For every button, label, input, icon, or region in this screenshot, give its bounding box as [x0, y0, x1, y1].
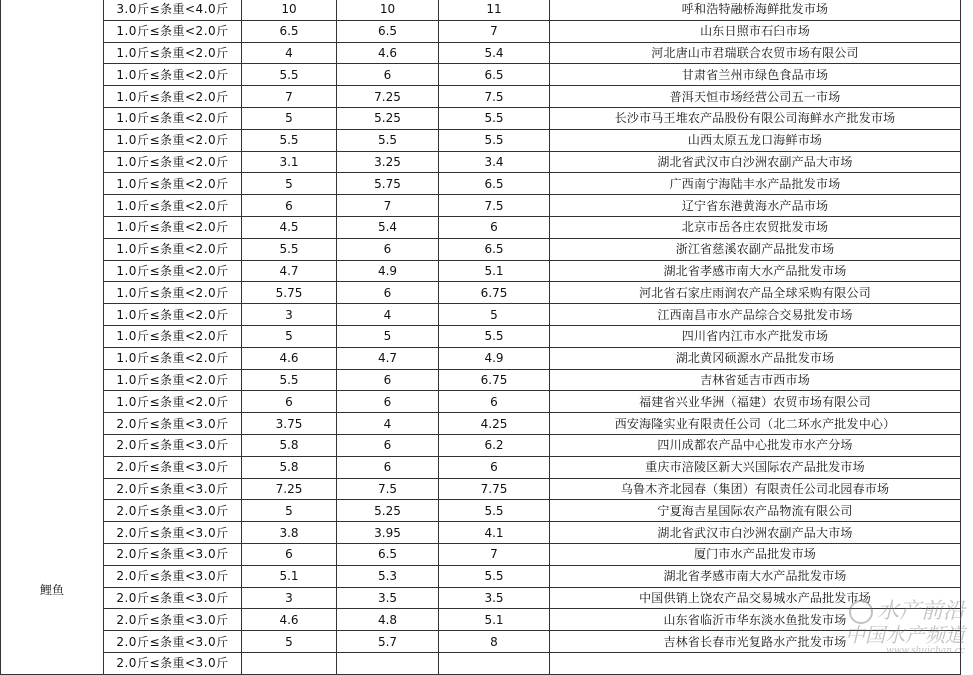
spec-cell: 1.0斤≤条重<2.0斤: [104, 42, 242, 64]
low-price-cell: 5: [242, 173, 337, 195]
avg-price-cell: 6.5: [439, 173, 550, 195]
low-price-cell: 3.8: [242, 522, 337, 544]
market-cell: 湖北省孝感市南大水产品批发市场: [550, 565, 961, 587]
market-cell: 四川省内江市水产批发市场: [550, 325, 961, 347]
market-cell: 四川成都农产品中心批发市水产分场: [550, 434, 961, 456]
table-row: [1, 369, 961, 391]
low-price-cell: 4.6: [242, 609, 337, 631]
avg-price-cell: 8: [439, 631, 550, 653]
high-price-cell: 6: [337, 434, 439, 456]
spec-cell: 1.0斤≤条重<2.0斤: [104, 391, 242, 413]
market-cell: 广西南宁海陆丰水产品批发市场: [550, 173, 961, 195]
market-cell: 普洱天恒市场经营公司五一市场: [550, 86, 961, 108]
high-price-cell: 6: [337, 282, 439, 304]
high-price-cell: 6: [337, 238, 439, 260]
market-cell: 江西南昌市水产品综合交易批发市场: [550, 304, 961, 326]
table-row: [1, 195, 961, 217]
table-row: [1, 260, 961, 282]
spec-cell: 1.0斤≤条重<2.0斤: [104, 282, 242, 304]
spec-cell: 1.0斤≤条重<2.0斤: [104, 369, 242, 391]
low-price-cell: 4.6: [242, 347, 337, 369]
table-row: [1, 129, 961, 151]
table-row: [1, 456, 961, 478]
table-row: [1, 434, 961, 456]
low-price-cell: [242, 652, 337, 674]
high-price-cell: 5.75: [337, 173, 439, 195]
high-price-cell: [337, 652, 439, 674]
spec-cell: 1.0斤≤条重<2.0斤: [104, 86, 242, 108]
high-price-cell: 5.25: [337, 500, 439, 522]
spec-cell: 2.0斤≤条重<3.0斤: [104, 500, 242, 522]
spec-cell: 2.0斤≤条重<3.0斤: [104, 434, 242, 456]
high-price-cell: 6: [337, 369, 439, 391]
market-cell: 湖北省武汉市白沙洲农副产品大市场: [550, 151, 961, 173]
table-row: [1, 652, 961, 674]
avg-price-cell: 6.5: [439, 64, 550, 86]
spec-cell: 1.0斤≤条重<2.0斤: [104, 151, 242, 173]
low-price-cell: 10: [242, 0, 337, 20]
avg-price-cell: 7.5: [439, 195, 550, 217]
market-cell: 中国供销上饶农产品交易城水产品批发市场: [550, 587, 961, 609]
table-row: [1, 413, 961, 435]
market-cell: [550, 652, 961, 674]
avg-price-cell: 6: [439, 391, 550, 413]
avg-price-cell: 6.2: [439, 434, 550, 456]
low-price-cell: 5: [242, 107, 337, 129]
high-price-cell: 5: [337, 325, 439, 347]
avg-price-cell: 5.5: [439, 565, 550, 587]
avg-price-cell: 7: [439, 20, 550, 42]
avg-price-cell: 3.4: [439, 151, 550, 173]
table-row: [1, 151, 961, 173]
table-row: [1, 107, 961, 129]
table-row: [1, 0, 961, 20]
market-cell: 浙江省慈溪农副产品批发市场: [550, 238, 961, 260]
spec-cell: 1.0斤≤条重<2.0斤: [104, 216, 242, 238]
high-price-cell: 5.5: [337, 129, 439, 151]
spec-cell: 2.0斤≤条重<3.0斤: [104, 609, 242, 631]
market-cell: 吉林省长春市光复路水产批发市场: [550, 631, 961, 653]
low-price-cell: 3.1: [242, 151, 337, 173]
avg-price-cell: 6.5: [439, 238, 550, 260]
spec-cell: 2.0斤≤条重<3.0斤: [104, 631, 242, 653]
market-cell: 吉林省延吉市西市场: [550, 369, 961, 391]
high-price-cell: 4.8: [337, 609, 439, 631]
spec-cell: 2.0斤≤条重<3.0斤: [104, 413, 242, 435]
spec-cell: 1.0斤≤条重<2.0斤: [104, 195, 242, 217]
high-price-cell: 6.5: [337, 20, 439, 42]
market-cell: 呼和浩特融桥海鲜批发市场: [550, 0, 961, 20]
watermark-line1: 水产前沿: [876, 599, 965, 624]
low-price-cell: 5.5: [242, 238, 337, 260]
spec-cell: 1.0斤≤条重<2.0斤: [104, 64, 242, 86]
market-cell: 湖北省孝感市南大水产品批发市场: [550, 260, 961, 282]
avg-price-cell: 5.5: [439, 129, 550, 151]
table-row: [1, 543, 961, 565]
spec-cell: 1.0斤≤条重<2.0斤: [104, 173, 242, 195]
low-price-cell: 3: [242, 304, 337, 326]
low-price-cell: 5.8: [242, 434, 337, 456]
low-price-cell: 5: [242, 325, 337, 347]
high-price-cell: 4.6: [337, 42, 439, 64]
high-price-cell: 7.5: [337, 478, 439, 500]
table-row: [1, 64, 961, 86]
high-price-cell: 6: [337, 456, 439, 478]
table-row: [1, 391, 961, 413]
watermark-line2: 中国水产频道: [845, 623, 965, 647]
avg-price-cell: 5.1: [439, 260, 550, 282]
high-price-cell: 4: [337, 304, 439, 326]
avg-price-cell: 11: [439, 0, 550, 20]
table-row: [1, 500, 961, 522]
high-price-cell: 4.9: [337, 260, 439, 282]
spec-cell: 2.0斤≤条重<3.0斤: [104, 587, 242, 609]
low-price-cell: 3: [242, 587, 337, 609]
table-row: [1, 565, 961, 587]
market-cell: 辽宁省东港黄海水产品市场: [550, 195, 961, 217]
spec-cell: 1.0斤≤条重<2.0斤: [104, 107, 242, 129]
low-price-cell: 6: [242, 391, 337, 413]
high-price-cell: 3.5: [337, 587, 439, 609]
avg-price-cell: 6: [439, 216, 550, 238]
table-row: [1, 42, 961, 64]
spec-cell: 1.0斤≤条重<2.0斤: [104, 260, 242, 282]
market-cell: 甘肃省兰州市绿色食品市场: [550, 64, 961, 86]
market-cell: 北京市岳各庄农贸批发市场: [550, 216, 961, 238]
table-row: [1, 522, 961, 544]
avg-price-cell: 6.75: [439, 282, 550, 304]
avg-price-cell: 5.5: [439, 107, 550, 129]
high-price-cell: 6: [337, 391, 439, 413]
spec-cell: 2.0斤≤条重<3.0斤: [104, 478, 242, 500]
high-price-cell: 5.7: [337, 631, 439, 653]
high-price-cell: 6.5: [337, 543, 439, 565]
table-row: [1, 478, 961, 500]
market-cell: 河北唐山市君瑞联合农贸市场有限公司: [550, 42, 961, 64]
avg-price-cell: 7.5: [439, 86, 550, 108]
spec-cell: 2.0斤≤条重<3.0斤: [104, 565, 242, 587]
spec-cell: 1.0斤≤条重<2.0斤: [104, 325, 242, 347]
avg-price-cell: 4.25: [439, 413, 550, 435]
high-price-cell: 5.25: [337, 107, 439, 129]
low-price-cell: 5.5: [242, 64, 337, 86]
high-price-cell: 4: [337, 413, 439, 435]
watermark-line3: www.shuichan.cc: [886, 646, 965, 656]
market-cell: 湖北省武汉市白沙洲农副产品大市场: [550, 522, 961, 544]
species-cell: 鲤鱼: [1, 0, 104, 674]
low-price-cell: 4: [242, 42, 337, 64]
low-price-cell: 4.5: [242, 216, 337, 238]
low-price-cell: 5.5: [242, 129, 337, 151]
table-row: [1, 325, 961, 347]
market-cell: 福建省兴业华洲（福建）农贸市场有限公司: [550, 391, 961, 413]
low-price-cell: 7.25: [242, 478, 337, 500]
high-price-cell: 3.95: [337, 522, 439, 544]
market-cell: 山西太原五龙口海鲜市场: [550, 129, 961, 151]
low-price-cell: 5: [242, 631, 337, 653]
high-price-cell: 6: [337, 64, 439, 86]
table-row: [1, 86, 961, 108]
market-cell: 长沙市马王堆农产品股份有限公司海鲜水产批发市场: [550, 107, 961, 129]
high-price-cell: 10: [337, 0, 439, 20]
avg-price-cell: [439, 652, 550, 674]
avg-price-cell: 7: [439, 543, 550, 565]
spec-cell: 2.0斤≤条重<3.0斤: [104, 543, 242, 565]
low-price-cell: 5: [242, 500, 337, 522]
high-price-cell: 3.25: [337, 151, 439, 173]
low-price-cell: 5.5: [242, 369, 337, 391]
table-row: [1, 587, 961, 609]
avg-price-cell: 4.1: [439, 522, 550, 544]
avg-price-cell: 7.75: [439, 478, 550, 500]
low-price-cell: 5.1: [242, 565, 337, 587]
low-price-cell: 4.7: [242, 260, 337, 282]
high-price-cell: 5.4: [337, 216, 439, 238]
high-price-cell: 5.3: [337, 565, 439, 587]
table-row: [1, 631, 961, 653]
spec-cell: 2.0斤≤条重<3.0斤: [104, 522, 242, 544]
market-cell: 宁夏海吉星国际农产品物流有限公司: [550, 500, 961, 522]
market-cell: 湖北黄冈硕源水产品批发市场: [550, 347, 961, 369]
spec-cell: 1.0斤≤条重<2.0斤: [104, 238, 242, 260]
spec-cell: 3.0斤≤条重<4.0斤: [104, 0, 242, 20]
avg-price-cell: 3.5: [439, 587, 550, 609]
avg-price-cell: 5.4: [439, 42, 550, 64]
table-row: [1, 173, 961, 195]
low-price-cell: 5.75: [242, 282, 337, 304]
low-price-cell: 6: [242, 543, 337, 565]
spec-cell: 1.0斤≤条重<2.0斤: [104, 304, 242, 326]
market-cell: 西安海隆实业有限责任公司（北二环水产批发中心）: [550, 413, 961, 435]
avg-price-cell: 5.1: [439, 609, 550, 631]
table-row: [1, 20, 961, 42]
spec-cell: 1.0斤≤条重<2.0斤: [104, 129, 242, 151]
market-cell: 山东省临沂市华东淡水鱼批发市场: [550, 609, 961, 631]
spec-cell: 1.0斤≤条重<2.0斤: [104, 347, 242, 369]
market-cell: 厦门市水产品批发市场: [550, 543, 961, 565]
avg-price-cell: 6.75: [439, 369, 550, 391]
low-price-cell: 6: [242, 195, 337, 217]
spec-cell: 2.0斤≤条重<3.0斤: [104, 456, 242, 478]
table-row: [1, 347, 961, 369]
table-row: [1, 609, 961, 631]
low-price-cell: 3.75: [242, 413, 337, 435]
avg-price-cell: 4.9: [439, 347, 550, 369]
table-row: [1, 304, 961, 326]
price-table-body: [1, 0, 961, 674]
spec-cell: 2.0斤≤条重<3.0斤: [104, 652, 242, 674]
high-price-cell: 4.7: [337, 347, 439, 369]
avg-price-cell: 5.5: [439, 500, 550, 522]
table-row: [1, 282, 961, 304]
table-row: [1, 238, 961, 260]
spec-cell: 1.0斤≤条重<2.0斤: [104, 20, 242, 42]
market-cell: 乌鲁木齐北园春（集团）有限责任公司北园春市场: [550, 478, 961, 500]
high-price-cell: 7: [337, 195, 439, 217]
low-price-cell: 7: [242, 86, 337, 108]
high-price-cell: 7.25: [337, 86, 439, 108]
low-price-cell: 6.5: [242, 20, 337, 42]
avg-price-cell: 6: [439, 456, 550, 478]
market-cell: 山东日照市石臼市场: [550, 20, 961, 42]
market-cell: 重庆市涪陵区新大兴国际农产品批发市场: [550, 456, 961, 478]
table-row: [1, 216, 961, 238]
avg-price-cell: 5: [439, 304, 550, 326]
market-cell: 河北省石家庄雨润农产品全球采购有限公司: [550, 282, 961, 304]
avg-price-cell: 5.5: [439, 325, 550, 347]
low-price-cell: 5.8: [242, 456, 337, 478]
